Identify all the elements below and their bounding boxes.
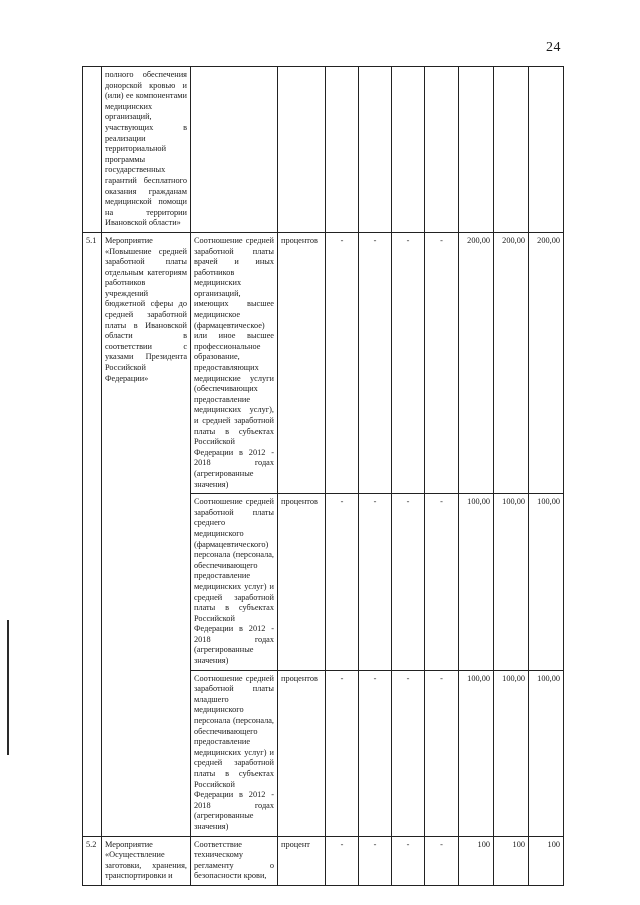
- value-cell: -: [425, 232, 459, 493]
- value-cell: [359, 67, 392, 233]
- value-cell: -: [326, 494, 359, 671]
- indicator-cell: Соотношение средней заработной платы среднего медицинского (фармацевтического) персонала (персонала, обеспечивающего предоставление медицинских услуг) и средней заработной платы в субъектах Российской Федерации в 2012 - 2018 годах (агрегированные значения): [191, 494, 278, 671]
- row-number-cell: 5.2: [83, 836, 102, 885]
- value-cell: [529, 67, 564, 233]
- value-cell: -: [359, 232, 392, 493]
- value-cell: -: [392, 670, 425, 836]
- measure-name-cell: Мероприятие «Осуществление заготовки, хранения, транспортировки и: [102, 836, 191, 885]
- value-cell: [392, 67, 425, 233]
- indicator-cell: Соотношение средней заработной платы врачей и иных работников медицинских организаций, имеющих высшее медицинское (фармацевтическое) или иное высшее профессиональное образование, предоставляющих медицинские услуги (обеспечивающих предоставление медицинских услуг), и средней заработной платы в субъектах Российской Федерации в 2012 - 2018 годах (агрегированные значения): [191, 232, 278, 493]
- value-cell: -: [425, 836, 459, 885]
- value-cell: [425, 67, 459, 233]
- measure-name-cell: Мероприятие «Повышение средней заработной платы отдельным категориям работников учреждений бюджетной сферы до средней заработной платы в Ивановской области в соответствии с указами Президента Российской Федерации»: [102, 232, 191, 836]
- value-cell: 100,00: [529, 670, 564, 836]
- unit-cell: процент: [278, 836, 326, 885]
- unit-cell: процентов: [278, 232, 326, 493]
- value-cell: -: [392, 836, 425, 885]
- unit-cell: процентов: [278, 494, 326, 671]
- value-cell: -: [359, 670, 392, 836]
- indicator-cell: Соответствие техническому регламенту о безопасности крови,: [191, 836, 278, 885]
- program-indicators-table: [82, 66, 564, 886]
- value-cell: 100: [494, 836, 529, 885]
- value-cell: -: [392, 494, 425, 671]
- row-number-cell: 5.1: [83, 232, 102, 836]
- unit-cell: [278, 67, 326, 233]
- value-cell: 100: [529, 836, 564, 885]
- value-cell: [326, 67, 359, 233]
- unit-cell: процентов: [278, 670, 326, 836]
- value-cell: 100,00: [529, 494, 564, 671]
- table-row: [83, 836, 564, 885]
- value-cell: -: [392, 232, 425, 493]
- indicator-cell: Соотношение средней заработной платы младшего медицинского персонала (персонала, обеспечивающего предоставление медицинских услуг) и средней заработной платы в субъектах Российской Федерации в 2012 - 2018 годах (агрегированные значения): [191, 670, 278, 836]
- indicator-cell: [191, 67, 278, 233]
- measure-name-cell: полного обеспечения донорской кровью и (или) ее компонентами медицинских организаций, участвующих в реализации территориальной программы государственных гарантий бесплатного оказания гражданам медицинской помощи на территории Ивановской области»: [102, 67, 191, 233]
- value-cell: 200,00: [494, 232, 529, 493]
- value-cell: -: [359, 494, 392, 671]
- value-cell: -: [326, 836, 359, 885]
- row-number-cell: [83, 67, 102, 233]
- value-cell: -: [326, 670, 359, 836]
- value-cell: 100,00: [494, 670, 529, 836]
- value-cell: [494, 67, 529, 233]
- value-cell: -: [425, 670, 459, 836]
- value-cell: 100: [459, 836, 494, 885]
- value-cell: 200,00: [459, 232, 494, 493]
- value-cell: 100,00: [494, 494, 529, 671]
- value-cell: 100,00: [459, 670, 494, 836]
- page-number: 24: [546, 40, 561, 55]
- value-cell: 200,00: [529, 232, 564, 493]
- table-row: [83, 67, 564, 233]
- value-cell: -: [425, 494, 459, 671]
- value-cell: 100,00: [459, 494, 494, 671]
- value-cell: -: [359, 836, 392, 885]
- scan-artifact-line: [7, 620, 9, 755]
- table-row: [83, 232, 564, 493]
- value-cell: -: [326, 232, 359, 493]
- value-cell: [459, 67, 494, 233]
